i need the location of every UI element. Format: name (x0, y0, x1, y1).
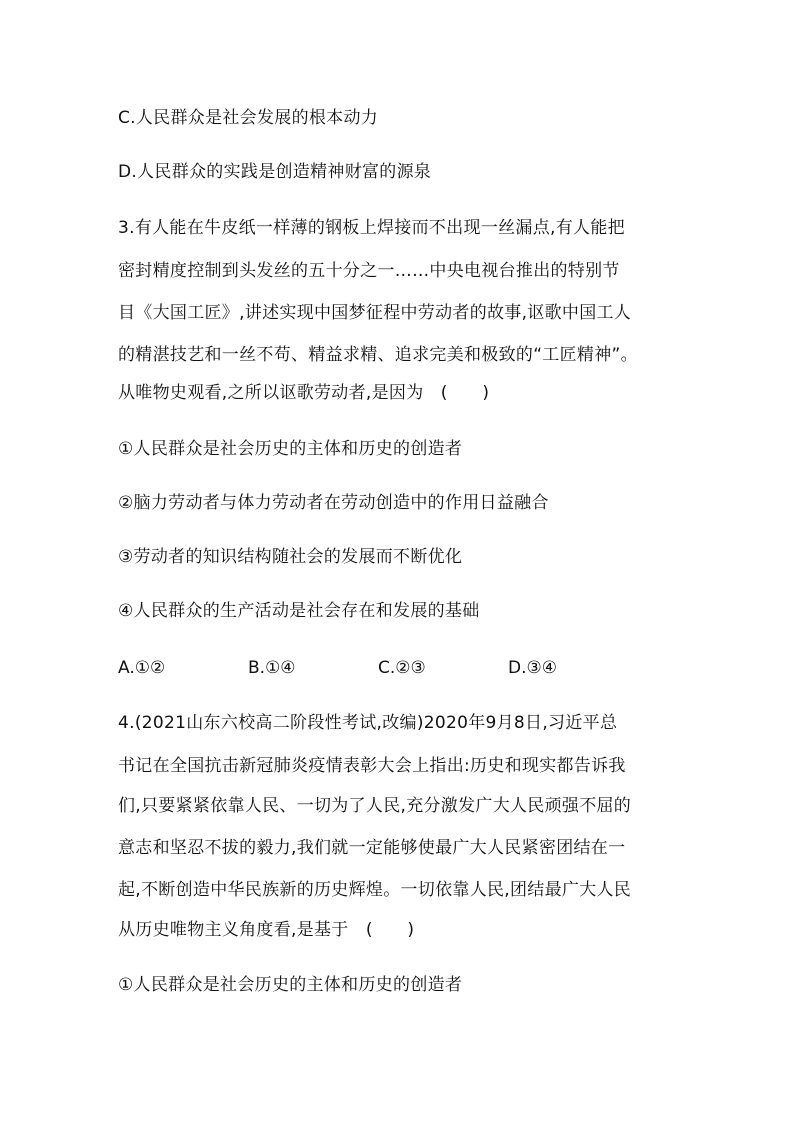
question-3-item-4: ④人民群众的生产活动是社会存在和发展的基础 (118, 601, 480, 621)
question-4-stem-line-3: 们,只要紧紧依靠人民、一切为了人民,充分激发广大人民顽强不屈的 (118, 796, 632, 816)
option-c-line: C.人民群众是社会发展的根本动力 (118, 108, 379, 128)
question-4-stem-line-5: 起,不断创造中华民族新的历史辉煌。一切依靠人民,团结最广大人民 (118, 880, 632, 900)
question-3-options (118, 656, 678, 680)
question-4-item-1: ①人民群众是社会历史的主体和历史的创造者 (118, 975, 463, 995)
question-3-item-3: ③劳动者的知识结构随社会的发展而不断优化 (118, 547, 463, 567)
option-b: B.①④ (248, 658, 296, 678)
question-3-stem-line-1: 3.有人能在牛皮纸一样薄的钢板上焊接而不出现一丝漏点,有人能把 (118, 218, 625, 238)
option-c: C.②③ (378, 658, 426, 678)
question-4-stem-line-4: 意志和坚忍不拔的毅力,我们就一定能够使最广大人民紧密团结在一 (118, 838, 626, 858)
question-4-stem-line-2: 书记在全国抗击新冠肺炎疫情表彰大会上指出:历史和现实都告诉我 (118, 756, 626, 776)
question-4-stem-line-6: 从历史唯物主义角度看,是基于 ( ) (118, 920, 415, 940)
question-4-stem-line-1: 4.(2021山东六校高二阶段性考试,改编)2020年9月8日,习近平总 (118, 713, 618, 733)
question-3-stem-line-3: 目《大国工匠》,讲述实现中国梦征程中劳动者的故事,讴歌中国工人 (118, 303, 632, 323)
question-3-stem-line-4: 的精湛技艺和一丝不苟、精益求精、追求完美和极致的“工匠精神”。 (118, 345, 638, 365)
question-3-item-1: ①人民群众是社会历史的主体和历史的创造者 (118, 439, 463, 459)
question-3-stem-line-5: 从唯物史观看,之所以讴歌劳动者,是因为 ( ) (118, 383, 490, 403)
question-3-stem-line-2: 密封精度控制到头发丝的五十分之一……中央电视台推出的特别节 (118, 261, 620, 281)
question-3-item-2: ②脑力劳动者与体力劳动者在劳动创造中的作用日益融合 (118, 493, 549, 513)
option-d-line: D.人民群众的实践是创造精神财富的源泉 (118, 162, 432, 182)
option-a: A.①② (118, 658, 166, 678)
option-d: D.③④ (508, 658, 557, 678)
